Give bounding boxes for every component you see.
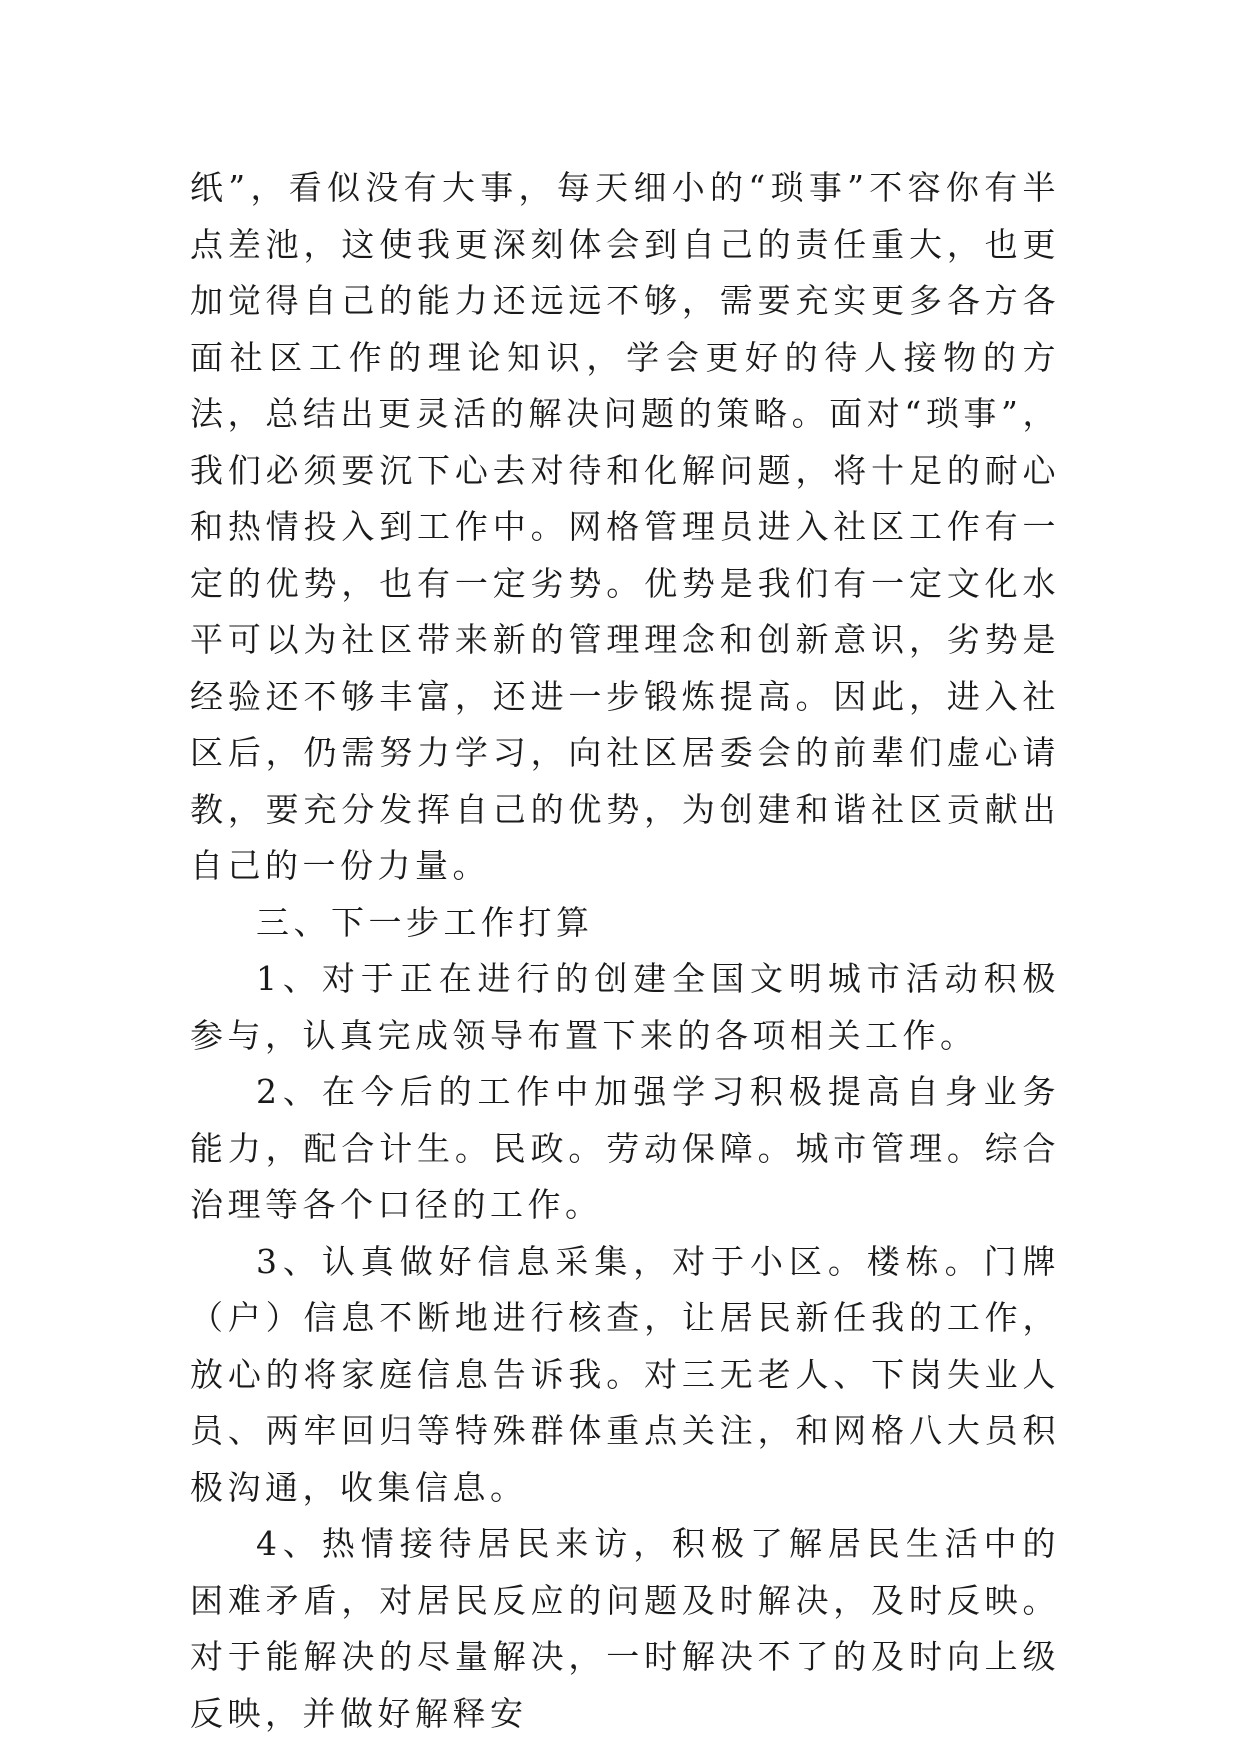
document-page [190,160,1060,1742]
section-heading-next-steps: 三、下一步工作打算 [256,902,594,942]
list-item-2: 2、在今后的工作中加强学习积极提高自身业务能力，配合计生。民政。劳动保障。城市管理。综合治理等各个口径的工作。 [190,1072,1060,1224]
body-paragraph-continuation: 纸”，看似没有大事，每天细小的“琐事”不容你有半点差池，这使我更深刻体会到自己的责任重大，也更加觉得自己的能力还远远不够，需要充实更多各方各面社区工作的理论知识，学会更好的待人接物的方法，总结出更灵活的解决问题的策略。面对“琐事”，我们必须要沉下心去对待和化解问题，将十足的耐心和热情投入到工作中。网格管理员进入社区工作有一定的优势，也有一定劣势。优势是我们有一定文化水平可以为社区带来新的管理理念和创新意识，劣势是经验还不够丰富，还进一步锻炼提高。因此，进入社区后，仍需努力学习，向社区居委会的前辈们虚心请教，要充分发挥自己的优势，为创建和谐社区贡献出自己的一份力量。 [190,168,1060,885]
list-item-1: 1、对于正在进行的创建全国文明城市活动积极参与，认真完成领导布置下来的各项相关工作。 [190,959,1060,1055]
list-item-3: 3、认真做好信息采集，对于小区。楼栋。门牌（户）信息不断地进行核查，让居民新任我的工作，放心的将家庭信息告诉我。对三无老人、下岗失业人员、两牢回归等特殊群体重点关注，和网格八大员积极沟通，收集信息。 [190,1241,1060,1507]
list-item-4: 4、热情接待居民来访，积极了解居民生活中的困难矛盾，对居民反应的问题及时解决，及时反映。对于能解决的尽量解决，一时解决不了的及时向上级反映，并做好解释安 [190,1524,1060,1733]
